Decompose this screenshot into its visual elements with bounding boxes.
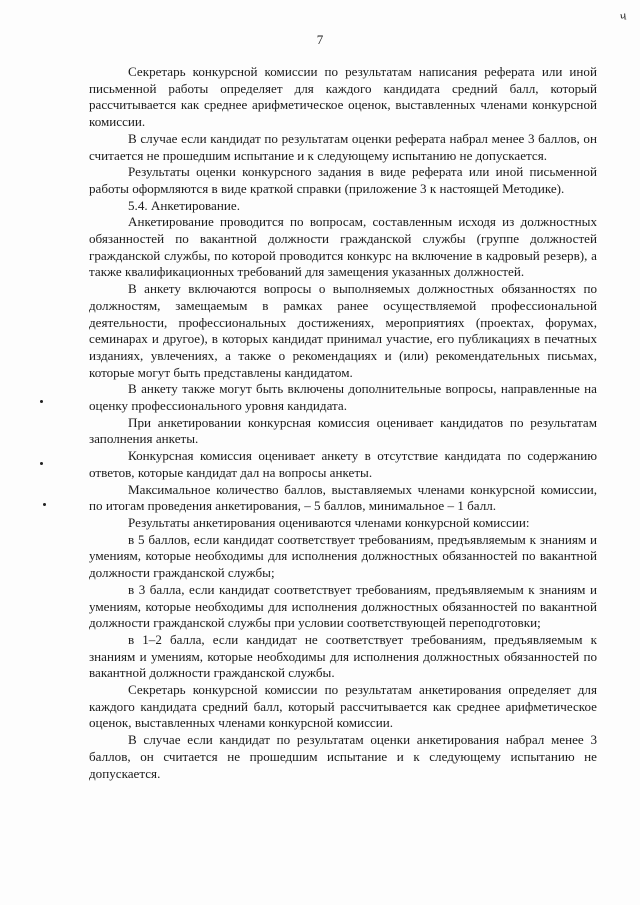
paragraph: Секретарь конкурсной комиссии по результатам написания реферата или иной письменной работы определяет для каждого кандидата средний балл, который рассчитывается как среднее арифметическое оценок, выставленных членами конкурсной комиссии. bbox=[89, 64, 597, 130]
paragraph: В случае если кандидат по результатам оценки реферата набрал менее 3 баллов, он считается не прошедшим испытание и к следующему испытанию не допускается. bbox=[89, 130, 597, 163]
paragraph: Максимальное количество баллов, выставляемых членами конкурсной комиссии, по итогам проведения анкетирования, – 5 баллов, минимальное – 1 балл. bbox=[89, 481, 597, 514]
paragraph: При анкетировании конкурсная комиссия оценивает кандидатов по результатам заполнения анкеты. bbox=[89, 414, 597, 447]
paragraph: В анкету также могут быть включены дополнительные вопросы, направленные на оценку профессионального уровня кандидата. bbox=[89, 381, 597, 414]
document-body bbox=[89, 64, 597, 782]
list-item: в 5 баллов, если кандидат соответствует требованиям, предъявляемым к знаниям и умениям, которые необходимы для исполнения должностных обязанностей по вакантной должности гражданской службы; bbox=[89, 531, 597, 581]
section-heading: 5.4. Анкетирование. bbox=[128, 197, 240, 213]
margin-dot bbox=[40, 400, 43, 403]
paragraph: Секретарь конкурсной комиссии по результатам анкетирования определяет для каждого кандидата средний балл, который рассчитывается как среднее арифметическое оценок, выставленных членами конкурсной комиссии. bbox=[89, 682, 597, 731]
margin-dot bbox=[43, 503, 46, 506]
margin-dot bbox=[40, 462, 43, 465]
paragraph: Конкурсная комиссия оценивает анкету в отсутствие кандидата по содержанию ответов, которые кандидат дал на вопросы анкеты. bbox=[89, 448, 597, 480]
paragraph: Результаты анкетирования оцениваются членами конкурсной комиссии: bbox=[128, 514, 530, 530]
list-item: в 3 балла, если кандидат соответствует требованиям, предъявляемым к знаниям и умениям, которые необходимы для исполнения должностных обязанностей по вакантной должности гражданской службы при условии соответствующей переподготовки; bbox=[89, 581, 597, 631]
handwritten-mark: ч bbox=[617, 7, 628, 24]
paragraph: Результаты оценки конкурсного задания в виде реферата или иной письменной работы оформляются в виде краткой справки (приложение 3 к настоящей Методике). bbox=[89, 164, 597, 196]
paragraph: В случае если кандидат по результатам оценки анкетирования набрал менее 3 баллов, он считается не прошедшим испытание и к следующему испытанию не допускается. bbox=[89, 732, 597, 781]
list-item: в 1–2 балла, если кандидат не соответствует требованиям, предъявляемым к знаниям и умениям, которые необходимы для исполнения должностных обязанностей по вакантной должности гражданской службы. bbox=[89, 631, 597, 681]
paragraph: Анкетирование проводится по вопросам, составленным исходя из должностных обязанностей по вакантной должности гражданской службы (группе должностей гражданской службы, по которой проводится конкурс на включение в кадровый резерв), а также квалификационных требований для замещения указанных должностей. bbox=[89, 214, 597, 280]
page-number: 7 bbox=[316, 32, 324, 47]
paragraph: В анкету включаются вопросы о выполняемых должностных обязанностях по должностям, замещаемым в рамках ранее осуществляемой профессиональной деятельности, профессиональных достижениях, мероприятиях (проектах, форумах, семинарах и другое), в которых кандидат принимал участие, его публикациях в печатных изданиях, увлечениях, а также о рекомендациях и (или) рекомендательных письмах, которые могут быть представлены кандидатом. bbox=[89, 281, 597, 380]
